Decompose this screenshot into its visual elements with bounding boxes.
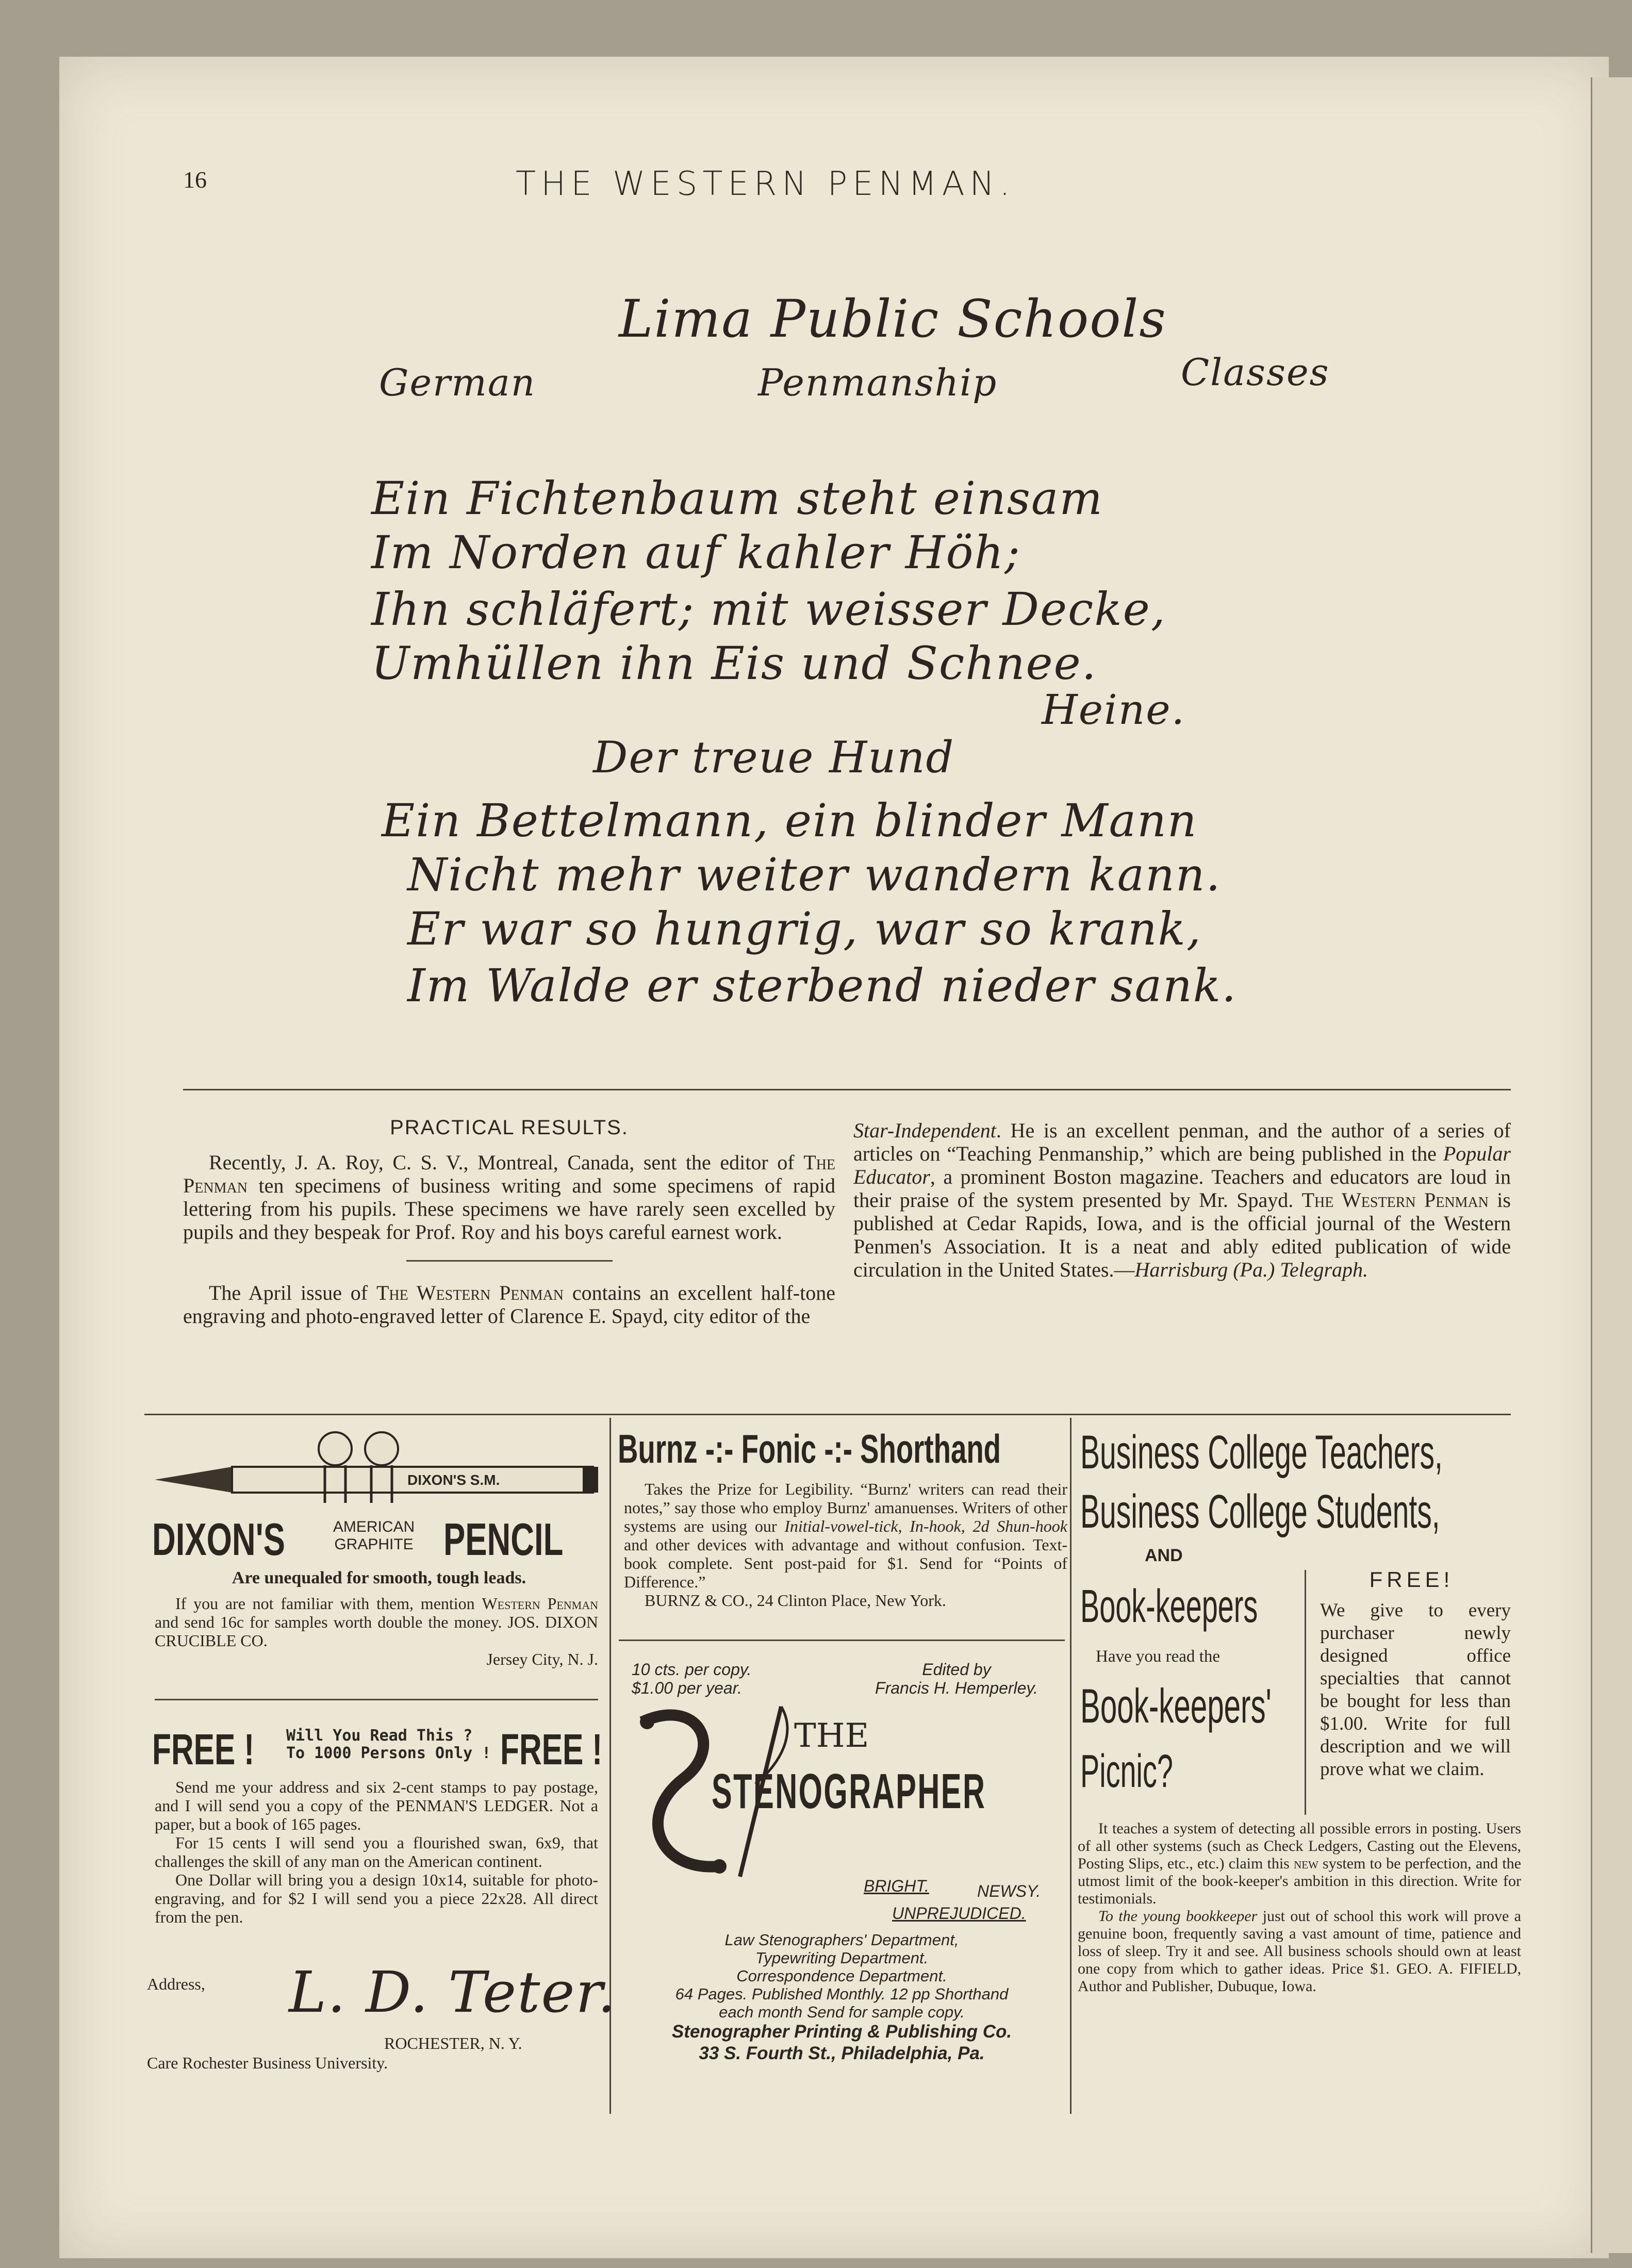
steno-price-line: $1.00 per year. (632, 1679, 743, 1697)
poem1-line: Ein Fichtenbaum steht einsam (371, 472, 1103, 525)
free-paragraph: Send me your address and six 2-cent stamps to pay postage, and I will send you a copy of the PENMAN'S LEDGER. Not a paper, but a book of 165 pages. (155, 1778, 598, 1833)
article-text-smallcaps: The Western Penman (376, 1281, 564, 1304)
business-inner-divider (1305, 1570, 1306, 1815)
poem1-author: Heine. (1042, 686, 1185, 734)
free-paragraph: For 15 cents I will send you a flourished swan, 6x9, that challenges the skill of any man on the American continent. (155, 1833, 598, 1870)
poem1-line: Umhüllen ihn Eis und Schnee. (371, 637, 1097, 690)
article-text-italic: Popular Educator (853, 1142, 1511, 1188)
steno-newsy: NEWSY. (977, 1882, 1041, 1900)
steno-editor-line: Edited by (922, 1660, 991, 1679)
free-paragraph: One Dollar will bring you a design 10x14, suitable for photo-engraving, and for $2 I will send you a piece 22x28. All direct from the pen. (155, 1870, 598, 1926)
business-text: It teaches a system of detecting all possible errors in posting. Users of all other systems (such as Check Ledgers, Casting out the Elevens, Posting Slips, etc., etc.) claim this (1078, 1820, 1521, 1872)
dixon-tagline: Are unequaled for smooth, tough leads. (232, 1568, 526, 1587)
burnz-title: Burnz -:- Fonic -:- Shorthand (618, 1426, 1001, 1471)
steno-editor-line: Francis H. Hemperley. (875, 1679, 1038, 1697)
dixon-headline-left: DIXON'S (152, 1514, 285, 1565)
steno-details (619, 1931, 1065, 2064)
steno-logo-the: THE (794, 1717, 869, 1755)
business-free-body: We give to every purchaser newly designed office specialties that cannot be bought for less than $1.00. Write for full description and we will prove what we claim. (1320, 1600, 1511, 1780)
article-text: , a prominent Boston magazine. Teachers and educators are loud in their praise of the system presented by Mr. Spayd. (853, 1165, 1511, 1212)
free-care: Care Rochester Business University. (147, 2054, 388, 2072)
article-text: is published at Cedar Rapids, Iowa, and is the official journal of the Western Penmen's Association. It is a neat and ably edited publication of wide circulation in the United States.— (853, 1188, 1511, 1281)
free-middle-line: To 1000 Persons Only ! (286, 1744, 491, 1762)
free-middle-line: Will You Read This ? (286, 1727, 473, 1745)
free-left: FREE ! (152, 1725, 255, 1774)
article-text: contains an excellent half-tone engraving and photo-engraved letter of Clarence E. Spayd, city editor of the (183, 1281, 835, 1328)
business-line2: Business College Students, (1080, 1485, 1440, 1538)
free-address-label: Address, (147, 1975, 205, 1993)
business-body (1078, 1820, 1521, 1995)
specimen-subtitle-center: Penmanship (758, 361, 998, 404)
article-text: The April issue of (209, 1281, 376, 1304)
free-city: ROCHESTER, N. Y. (384, 2034, 522, 2052)
steno-logo-name: STENOGRAPHER (712, 1764, 986, 1819)
article-text: ten specimens of business writing and some specimens of rapid lettering from his pupils. These specimens we have rarely seen excelled by pupils and they bespeak for Prof. Roy and his boys careful earnest work. (183, 1174, 835, 1244)
dixon-headline-right: PENCIL (443, 1514, 564, 1565)
dixon-headline-middle (333, 1518, 415, 1553)
steno-price-line: 10 cts. per copy. (632, 1660, 752, 1679)
burnz-address: BURNZ & CO., 24 Clinton Place, New York. (645, 1591, 946, 1610)
dixon-text: If you are not familiar with them, mention (175, 1594, 482, 1613)
article-text: . He is an excellent penman, and the author of a series of articles on “Teaching Penmanship,” which are being published in the (853, 1119, 1511, 1165)
pencil-brand: DIXON'S S.M. (407, 1472, 500, 1488)
ad-rule (155, 1699, 598, 1700)
dixon-body (155, 1594, 598, 1668)
business-line3: Book-keepers (1080, 1581, 1258, 1632)
burnz-text-italic: Initial-vowel-tick, In-hook, 2d Shun-hook (784, 1517, 1068, 1535)
steno-info: 64 Pages. Published Monthly. 12 pp Shorthand (675, 1985, 1009, 2003)
dixon-text-smallcaps: Western Penman (482, 1594, 598, 1613)
business-free-heading: FREE! (1369, 1567, 1454, 1592)
poem2-line: Er war so hungrig, war so krank, (407, 902, 1202, 955)
ads-col-divider (1070, 1418, 1071, 2114)
ads-top-rule (144, 1414, 1511, 1415)
business-line1: Business College Teachers, (1080, 1426, 1443, 1479)
poem1-line: Ihn schläfert; mit weisser Decke, (371, 583, 1166, 636)
burnz-body (624, 1480, 1067, 1610)
business-question: Have you read the (1096, 1647, 1220, 1666)
poem2-line: Ein Bettelmann, ein blinder Mann (382, 794, 1198, 847)
article-text: Recently, J. A. Roy, C. S. V., Montreal, Canada, sent the editor of (209, 1151, 804, 1174)
page-number: 16 (183, 167, 207, 193)
steno-info: each month Send for sample copy. (719, 2003, 965, 2021)
free-middle (286, 1727, 491, 1762)
business-line5: Picnic? (1080, 1746, 1173, 1797)
business-text-italic: To the young bookkeeper (1098, 1908, 1258, 1925)
business-line4: Book-keepers' (1080, 1679, 1272, 1733)
article-heading: PRACTICAL RESULTS. (390, 1116, 629, 1139)
article-text-smallcaps: The Western Penman (1301, 1188, 1489, 1212)
teter-signature: L. D. Teter. (289, 1959, 617, 2025)
steno-price (632, 1660, 751, 1697)
poem2-line: Im Walde er sterbend nieder sank. (407, 959, 1238, 1012)
business-text: system to be perfection, and the utmost limit of the book-keeper's ambition in this direction. Write for testimonials. (1078, 1855, 1521, 1907)
burnz-text: and other devices with advantage and without confusion. Text-book complete. Sent post-paid for $1. Send for “Points of Difference.” (624, 1535, 1067, 1591)
ad-rule (619, 1640, 1065, 1641)
free-body (155, 1778, 598, 1926)
pencil-illustration (155, 1431, 603, 1508)
dixon-location: Jersey City, N. J. (486, 1650, 598, 1668)
steno-editor (856, 1660, 1057, 1697)
specimen-subtitle-left: German (379, 361, 536, 404)
poem1-line: Im Norden auf kahler Höh; (371, 526, 1021, 579)
article-col-right (853, 1119, 1511, 1281)
dixon-american: AMERICAN (333, 1518, 415, 1535)
specimen-title: Lima Public Schools (619, 289, 1167, 349)
steno-address: 33 S. Fourth St., Philadelphia, Pa. (699, 2043, 985, 2063)
poem2-line: Nicht mehr weiter wandern kann. (407, 848, 1222, 901)
column-rule (406, 1260, 613, 1262)
steno-company: Stenographer Printing & Publishing Co. (671, 2022, 1012, 2042)
business-text-smallcaps: new (1294, 1855, 1318, 1872)
free-right: FREE ! (500, 1725, 603, 1774)
next-page-edge (1591, 77, 1632, 2253)
article-text-italic: Harrisburg (Pa.) Telegraph. (1134, 1258, 1369, 1281)
business-and: AND (1145, 1546, 1183, 1565)
divider-rule (183, 1089, 1511, 1090)
article-text-smallcaps: The Penman (183, 1151, 835, 1197)
dixon-text: and send 16c for samples worth double the money. JOS. DIXON CRUCIBLE CO. (155, 1613, 598, 1650)
dixon-graphite: GRAPHITE (334, 1536, 414, 1553)
burnz-text: Takes the Prize for Legibility. “Burnz' writers can read their notes,” say those who employ Burnz' amanuenses. Writers of other systems are using our (624, 1480, 1067, 1535)
steno-unprejudiced: UNPREJUDICED. (892, 1904, 1026, 1923)
business-text: just out of school this work will prove a genuine boon, frequently saving a vast amount of time, patience and loss of sleep. Try it and see. All business schools should own at least one copy from which to gather ideas. Price $1. GEO. A. FIFIELD, Author and Publisher, Dubuque, Iowa. (1078, 1908, 1521, 1995)
steno-dept: Law Stenographers' Department, (724, 1931, 959, 1949)
article-text-italic: Star-Independent (853, 1119, 996, 1142)
page-title: THE WESTERN PENMAN. (516, 165, 1015, 203)
article-col-left (183, 1151, 835, 1328)
steno-bright: BRIGHT. (864, 1877, 929, 1895)
steno-dept: Typewriting Department. (755, 1949, 929, 1967)
specimen-subtitle-right: Classes (1181, 351, 1330, 394)
poem2-title: Der treue Hund (593, 732, 955, 783)
steno-dept: Correspondence Department. (736, 1967, 947, 1985)
